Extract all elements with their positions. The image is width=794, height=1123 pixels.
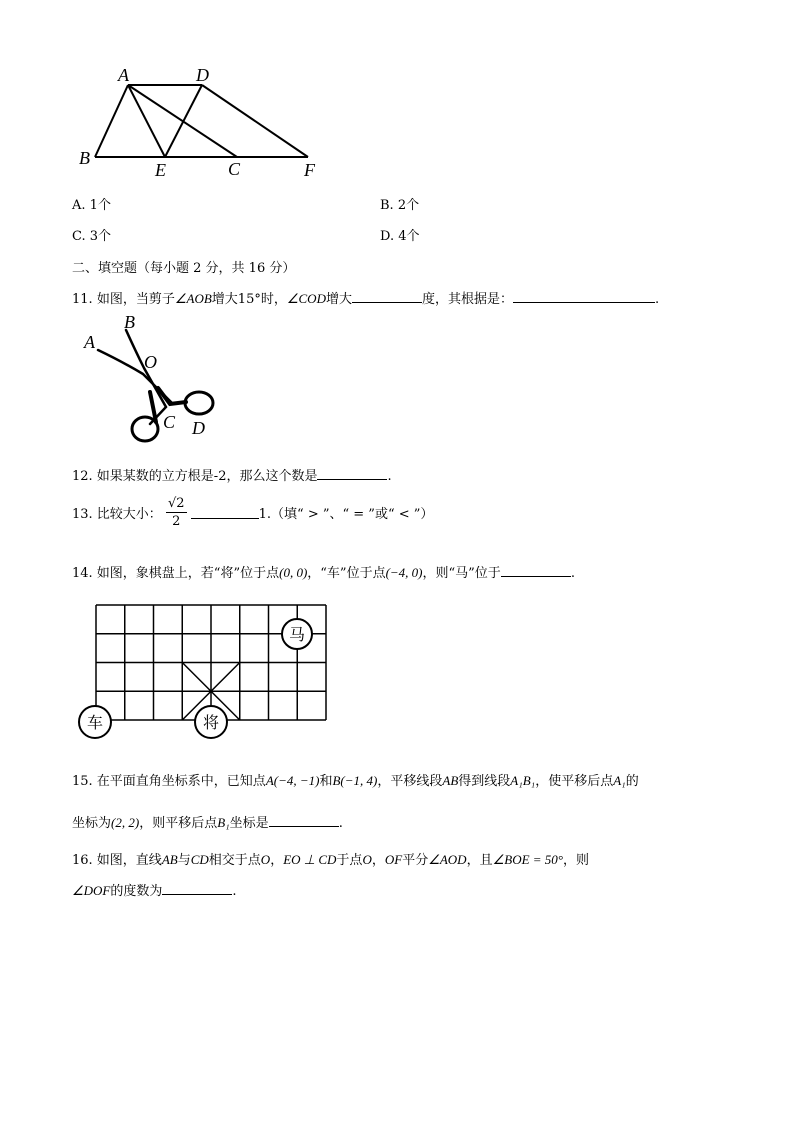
label-f: F bbox=[304, 160, 315, 180]
label-e: E bbox=[155, 160, 166, 180]
label-b: B bbox=[79, 148, 90, 168]
answer-blank-13[interactable] bbox=[191, 506, 259, 519]
answer-blank-14[interactable] bbox=[501, 564, 571, 577]
question-14: 14. 如图，象棋盘上，若“将”位于点(0, 0)，“车”位于点(−4, 0)，则“马”位于 . bbox=[72, 565, 575, 581]
question-12: 12. 如果某数的立方根是-2，那么这个数是 . bbox=[72, 469, 392, 484]
svg-text:车: 车 bbox=[86, 715, 104, 732]
label-c: C bbox=[228, 159, 241, 179]
fraction-sqrt2-over-2: $\frac{√2}{2}$ bbox=[167, 496, 185, 529]
svg-text:马: 马 bbox=[288, 627, 306, 644]
scissors-figure bbox=[78, 312, 228, 447]
quadrilateral-figure bbox=[70, 60, 340, 185]
label-b: B bbox=[124, 312, 135, 332]
option-c[interactable]: C. 3个 bbox=[72, 229, 112, 244]
label-o: O bbox=[144, 352, 157, 372]
label-d: D bbox=[192, 418, 205, 438]
section-heading: 二、填空题（每小题 2 分，共 16 分） bbox=[72, 261, 296, 276]
piece-ma bbox=[282, 619, 312, 649]
segment-df bbox=[202, 85, 308, 157]
answer-blank-16[interactable] bbox=[162, 882, 232, 895]
label-a: A bbox=[84, 332, 95, 352]
chessboard-figure bbox=[76, 602, 332, 742]
label-a: A bbox=[118, 65, 129, 85]
segment-ab bbox=[95, 85, 128, 157]
question-13: 13. 比较大小： $\frac{√2}{2}$ 1.（填“ > ”、“ = ”或“ < ”） bbox=[72, 496, 434, 529]
segment-ae bbox=[128, 85, 165, 157]
answer-blank-11a[interactable] bbox=[352, 290, 422, 303]
question-15-line-1: 15. 在平面直角坐标系中，已知点A(−4, −1)和B(−1, 4)，平移线段AB得到线段A₁B₁，使平移后点A₁的 bbox=[72, 773, 639, 789]
label-d: D bbox=[196, 65, 209, 85]
handle-d-ring bbox=[185, 392, 213, 414]
answer-blank-11b[interactable] bbox=[513, 290, 655, 303]
question-16-line-1: 16. 如图，直线AB与CD相交于点O，EO ⊥ CD于点O，OF平分∠AOD，且∠BOE = 50°，则 bbox=[72, 852, 590, 868]
label-c: C bbox=[163, 412, 176, 432]
question-16-line-2: ∠DOF的度数为 . bbox=[72, 883, 237, 899]
question-11: 11. 如图，当剪子∠AOB增大15°时，∠COD增大 度，其根据是： . bbox=[72, 291, 660, 307]
svg-text:将: 将 bbox=[202, 715, 220, 732]
option-b[interactable]: B. 2个 bbox=[380, 198, 420, 213]
option-d[interactable]: D. 4个 bbox=[380, 229, 420, 244]
option-a[interactable]: A. 1个 bbox=[72, 198, 111, 213]
piece-jiang bbox=[195, 706, 227, 738]
segment-de bbox=[165, 85, 202, 157]
piece-che bbox=[79, 706, 111, 738]
answer-blank-12[interactable] bbox=[317, 467, 387, 480]
answer-blank-15[interactable] bbox=[269, 814, 339, 827]
handle-c-ring bbox=[132, 417, 158, 441]
question-15-line-2: 坐标为(2, 2)，则平移后点B₁坐标是 . bbox=[72, 815, 343, 831]
